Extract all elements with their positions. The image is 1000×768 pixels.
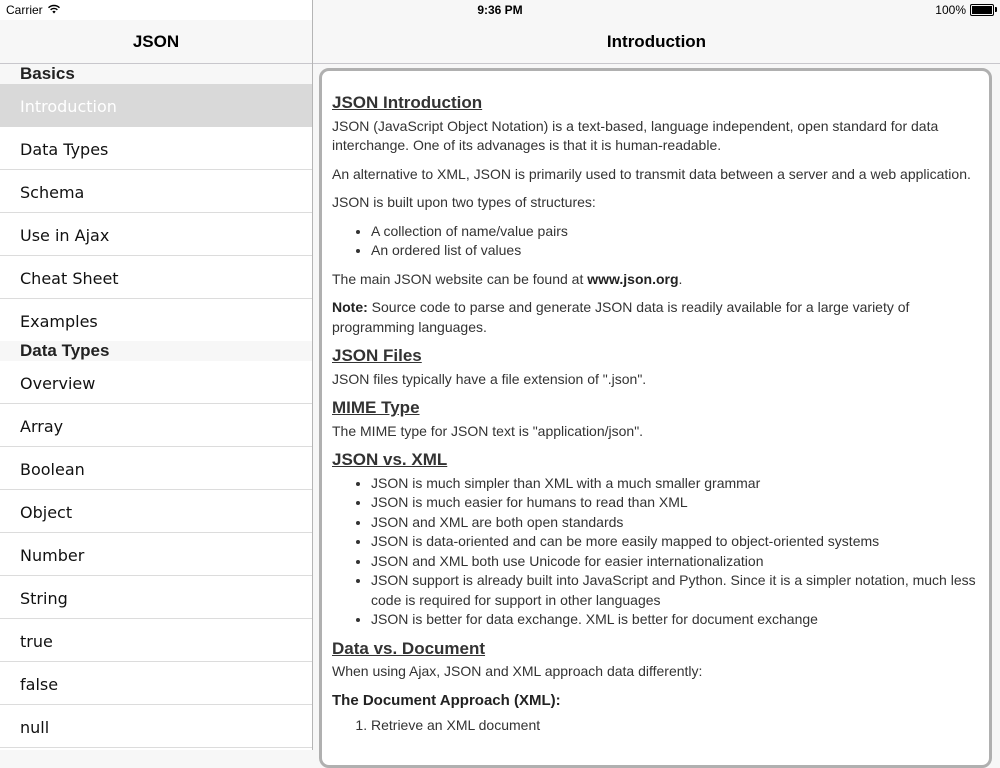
- list-item-label: Number: [20, 546, 85, 565]
- heading-json-vs-xml: JSON vs. XML: [332, 450, 448, 469]
- website-link[interactable]: www.json.org: [587, 270, 679, 287]
- web-content-view[interactable]: [319, 68, 992, 768]
- heading-data-vs-document: Data vs. Document: [332, 638, 486, 658]
- list-item-label: Boolean: [20, 460, 85, 479]
- clock: 9:36 PM: [477, 3, 523, 17]
- list-item-examples[interactable]: [0, 299, 312, 341]
- list-item-label: Introduction: [20, 97, 117, 116]
- sidebar-navbar: [0, 20, 312, 64]
- list-item-label: Data Types: [20, 140, 109, 159]
- list-item-number[interactable]: [0, 533, 312, 576]
- list-item-label: Use in Ajax: [20, 226, 110, 245]
- list-item-overview[interactable]: [0, 361, 312, 404]
- list-item: • JSON and XML both use Unicode for easier internationalization: [371, 552, 979, 572]
- list-item: • JSON is much easier for humans to read than XML: [371, 493, 979, 513]
- paragraph-files: JSON files typically have a file extension of ".json".: [332, 370, 647, 387]
- list-item-label: String: [20, 589, 68, 608]
- status-right: [935, 3, 994, 17]
- list-item-label: false: [20, 675, 59, 694]
- heading-json-files: JSON Files: [332, 346, 422, 365]
- document-approach-steps: [332, 716, 979, 736]
- heading-document-approach: The Document Approach (XML):: [332, 691, 561, 709]
- master-pane: [0, 0, 313, 750]
- structures-list: [332, 222, 979, 261]
- list-item: • An ordered list of values: [371, 241, 979, 261]
- battery-percent: 100%: [935, 3, 966, 17]
- list-item-null[interactable]: [0, 705, 312, 748]
- sidebar-title: JSON: [132, 32, 180, 51]
- list-item: • JSON and XML are both open standards: [371, 513, 979, 533]
- list-item-introduction[interactable]: [0, 84, 312, 127]
- list-item-use-in-ajax[interactable]: [0, 213, 312, 256]
- list-item: • JSON support is already built into JavaScript and Python. Since it is a simpler notation, much less code is required for support in other languages: [371, 571, 979, 610]
- list-item-label: Cheat Sheet: [20, 269, 119, 288]
- list-item: • JSON is data-oriented and can be more easily mapped to object-oriented systems: [371, 532, 979, 552]
- detail-pane: [313, 0, 1000, 750]
- paragraph-intro: JSON (JavaScript Object Notation) is a text-based, language independent, open standard for data interchange. One of its advanages is that it is human-readable.: [332, 117, 939, 153]
- note-text: Source code to parse and generate JSON data is readily available for a large variety of programming languages.: [332, 299, 910, 335]
- section-header-data-types: Data Types: [0, 341, 312, 361]
- comparison-list: [332, 474, 979, 630]
- list-item-object[interactable]: [0, 490, 312, 533]
- list-item-label: Array: [20, 417, 64, 436]
- list-item-label: Object: [20, 503, 73, 522]
- carrier-label: Carrier: [6, 3, 43, 17]
- list-item-string[interactable]: [0, 576, 312, 619]
- list-item-false[interactable]: [0, 662, 312, 705]
- topic-list: [0, 64, 312, 748]
- list-item-label: Examples: [20, 312, 98, 331]
- list-item-label: null: [20, 718, 50, 737]
- list-item-label: true: [20, 632, 53, 651]
- heading-json-introduction: JSON Introduction: [332, 93, 483, 112]
- document: [322, 71, 989, 736]
- paragraph-structures: JSON is built upon two types of structures:: [332, 194, 596, 210]
- status-bar: [0, 0, 1000, 20]
- heading-mime-type: MIME Type: [332, 398, 420, 417]
- list-item-schema[interactable]: [0, 170, 312, 213]
- paragraph-data-vs-document: When using Ajax, JSON and XML approach data differently:: [332, 663, 703, 679]
- list-item: • A collection of name/value pairs: [371, 222, 979, 242]
- list-item: 1. Retrieve an XML document: [371, 716, 979, 736]
- list-item-boolean[interactable]: [0, 447, 312, 490]
- paragraph-website: [332, 270, 979, 290]
- list-item: • JSON is much simpler than XML with a much smaller grammar: [371, 474, 979, 494]
- list-item-array[interactable]: [0, 404, 312, 447]
- website-prefix: The main JSON website can be found at: [332, 270, 588, 287]
- list-item-label: Schema: [20, 183, 85, 202]
- paragraph-alternative: An alternative to XML, JSON is primarily used to transmit data between a server and a web application.: [332, 165, 971, 182]
- list-item: • JSON is better for data exchange. XML is better for document exchange: [371, 610, 979, 630]
- paragraph-mime: The MIME type for JSON text is "application/json".: [332, 422, 644, 439]
- list-item-true[interactable]: [0, 619, 312, 662]
- website-suffix: .: [678, 270, 683, 287]
- detail-navbar: [313, 20, 1000, 64]
- paragraph-note: [332, 298, 979, 337]
- list-item-cheat-sheet[interactable]: [0, 256, 312, 299]
- list-item-data-types[interactable]: [0, 127, 312, 170]
- note-label: Note:: [332, 299, 368, 315]
- section-header-basics: Basics: [0, 64, 312, 84]
- battery-icon: [970, 4, 994, 16]
- list-item-label: Overview: [20, 374, 96, 393]
- page-title: Introduction: [606, 32, 707, 51]
